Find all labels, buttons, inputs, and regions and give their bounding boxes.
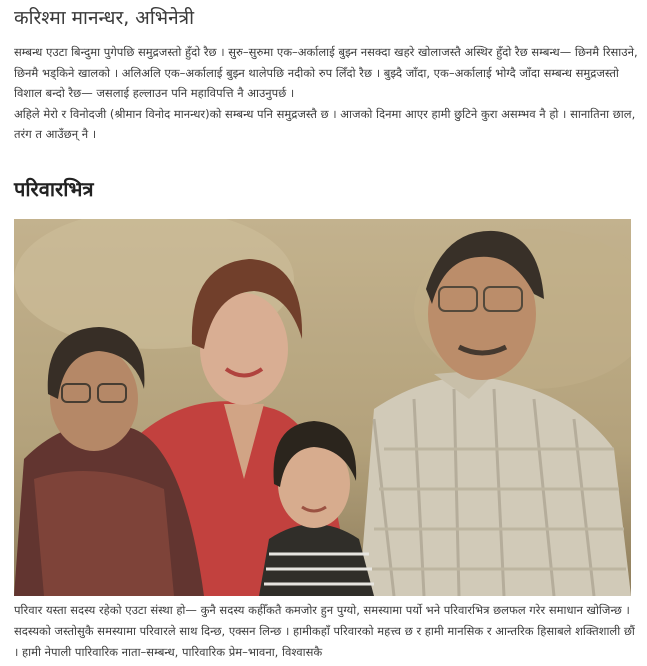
intro-paragraph-1: सम्बन्ध एउटा बिन्दुमा पुगेपछि समुद्रजस्तो हुँदो रैछ । सुरु–सुरुमा एक–अर्कालाई बुझ्न नसक्दा खहरे खोलाजस्तै अस्थिर हुँदो रैछ सम्बन्ध— छिनमै रिसाउने, छिनमै भड्किने खालको । अलिअलि एक–अर्कालाई बुझ्न थालेपछि नदीको रुप लिँदो रैछ । बुझ्दै जाँदा, एक–अर्कालाई भोग्दै जाँदा सम्बन्ध समुद्रजस्तो विशाल बन्दो रैछ— जसलाई हल्लाउन पनि महाविपत्ति नै आउनुपर्छ । bbox=[14, 45, 638, 100]
photo-caption: परिवार यस्ता सदस्य रहेको एउटा संस्था हो— कुनै सदस्य कहीँकतै कमजोर हुन पुग्यो, समस्यामा पर्यो भने परिवारभित्र छलफल गरेर समाधान खोजिन्छ । सदस्यको जस्तोसुकै समस्यामा परिवारले साथ दिन्छ, एक्सन लिन्छ । हामीकहाँ परिवारको महत्त्व छ र हामी मानसिक र आन्तरिक हिसाबले शक्तिशाली छौं । हामी नेपाली पारिवारिक नाता–सम्बन्ध, पारिवारिक प्रेम–भावना, विश्वासकै bbox=[14, 603, 635, 659]
family-photo-illustration bbox=[14, 219, 631, 596]
intro-paragraph-2: अहिले मेरो र विनोदजी (श्रीमान विनोद मानन्धर)को सम्बन्ध पनि समुद्रजस्तै छ । आजको दिनमा आएर हामी छुटिने कुरा असम्भव नै हो । सानातिना छाल, तरंग त आउँछन् नै । bbox=[14, 106, 636, 141]
intro-text bbox=[14, 42, 639, 145]
family-photo bbox=[14, 219, 631, 596]
author-heading: करिश्मा मानन्धर, अभिनेत्री bbox=[14, 7, 195, 29]
section-heading-family: परिवारभित्र bbox=[14, 177, 94, 201]
